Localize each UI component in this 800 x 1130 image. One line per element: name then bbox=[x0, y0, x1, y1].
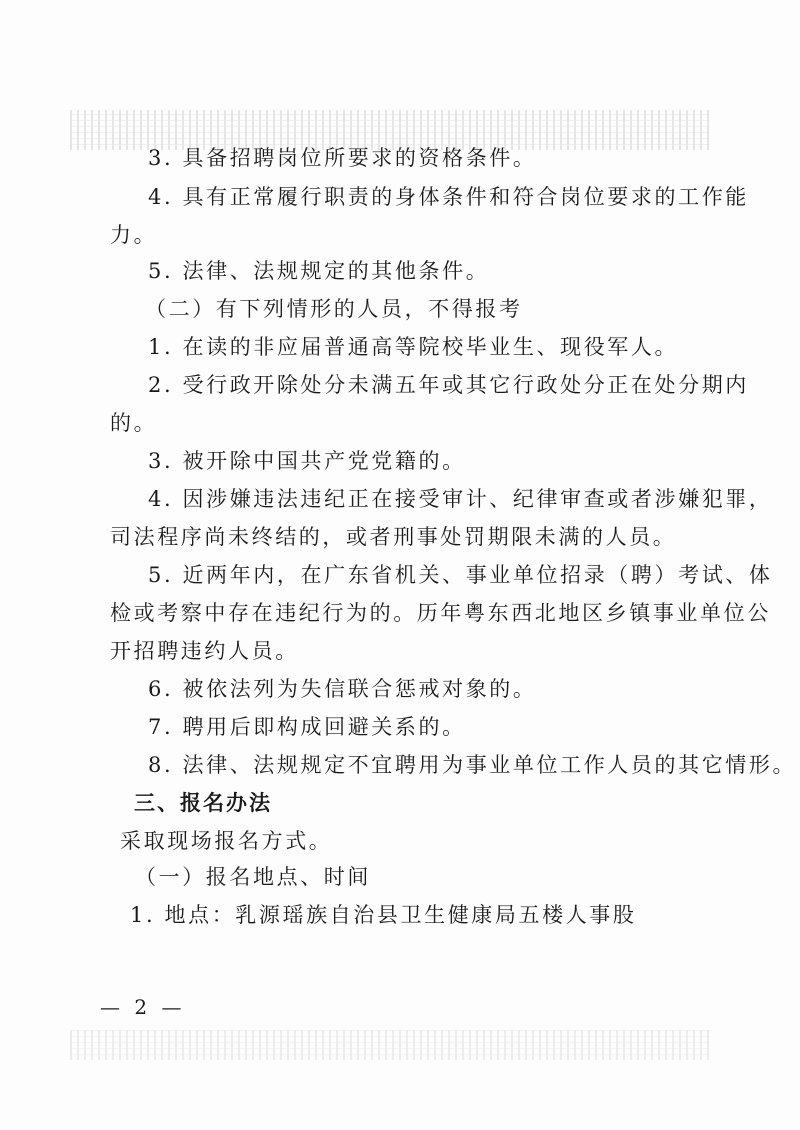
page-number: — 2 — bbox=[100, 995, 186, 1019]
text-line: 4. 具有正常履行职责的身体条件和符合岗位要求的工作能 bbox=[148, 185, 749, 209]
text-line: 5. 法律、法规规定的其他条件。 bbox=[148, 259, 490, 283]
text-line: 7. 聘用后即构成回避关系的。 bbox=[148, 715, 466, 739]
text-line: 1. 地点：乳源瑶族自治县卫生健康局五楼人事股 bbox=[130, 903, 637, 927]
text-line: 2. 受行政开除处分未满五年或其它行政处分正在处分期内 bbox=[148, 373, 749, 397]
text-line: 司法程序尚未终结的，或者刑事处罚期限未满的人员。 bbox=[110, 525, 677, 549]
scan-noise-bottom bbox=[70, 1030, 710, 1060]
text-line: 6. 被依法列为失信联合惩戒对象的。 bbox=[148, 677, 537, 701]
text-line: 开招聘违约人员。 bbox=[110, 639, 299, 663]
text-line: （二）有下列情形的人员，不得报考 bbox=[145, 297, 523, 321]
text-line: 8. 法律、法规规定不宜聘用为事业单位工作人员的其它情形。 bbox=[148, 753, 797, 777]
text-line: 3. 具备招聘岗位所要求的资格条件。 bbox=[148, 146, 537, 170]
text-line: 采取现场报名方式。 bbox=[120, 829, 333, 853]
text-line: （一）报名地点、时间 bbox=[135, 865, 371, 889]
text-line: 4. 因涉嫌违法违纪正在接受审计、纪律审查或者涉嫌犯罪， bbox=[148, 487, 773, 511]
section-heading: 三、报名办法 bbox=[134, 791, 272, 815]
text-line: 1. 在读的非应届普通高等院校毕业生、现役军人。 bbox=[148, 335, 679, 359]
text-line: 力。 bbox=[110, 223, 158, 247]
text-line: 3. 被开除中国共产党党籍的。 bbox=[148, 449, 466, 473]
text-line: 5. 近两年内，在广东省机关、事业单位招录（聘）考试、体 bbox=[148, 563, 773, 587]
text-line: 的。 bbox=[110, 411, 158, 435]
text-line: 检或考察中存在违纪行为的。历年粤东西北地区乡镇事业单位公 bbox=[110, 601, 771, 625]
